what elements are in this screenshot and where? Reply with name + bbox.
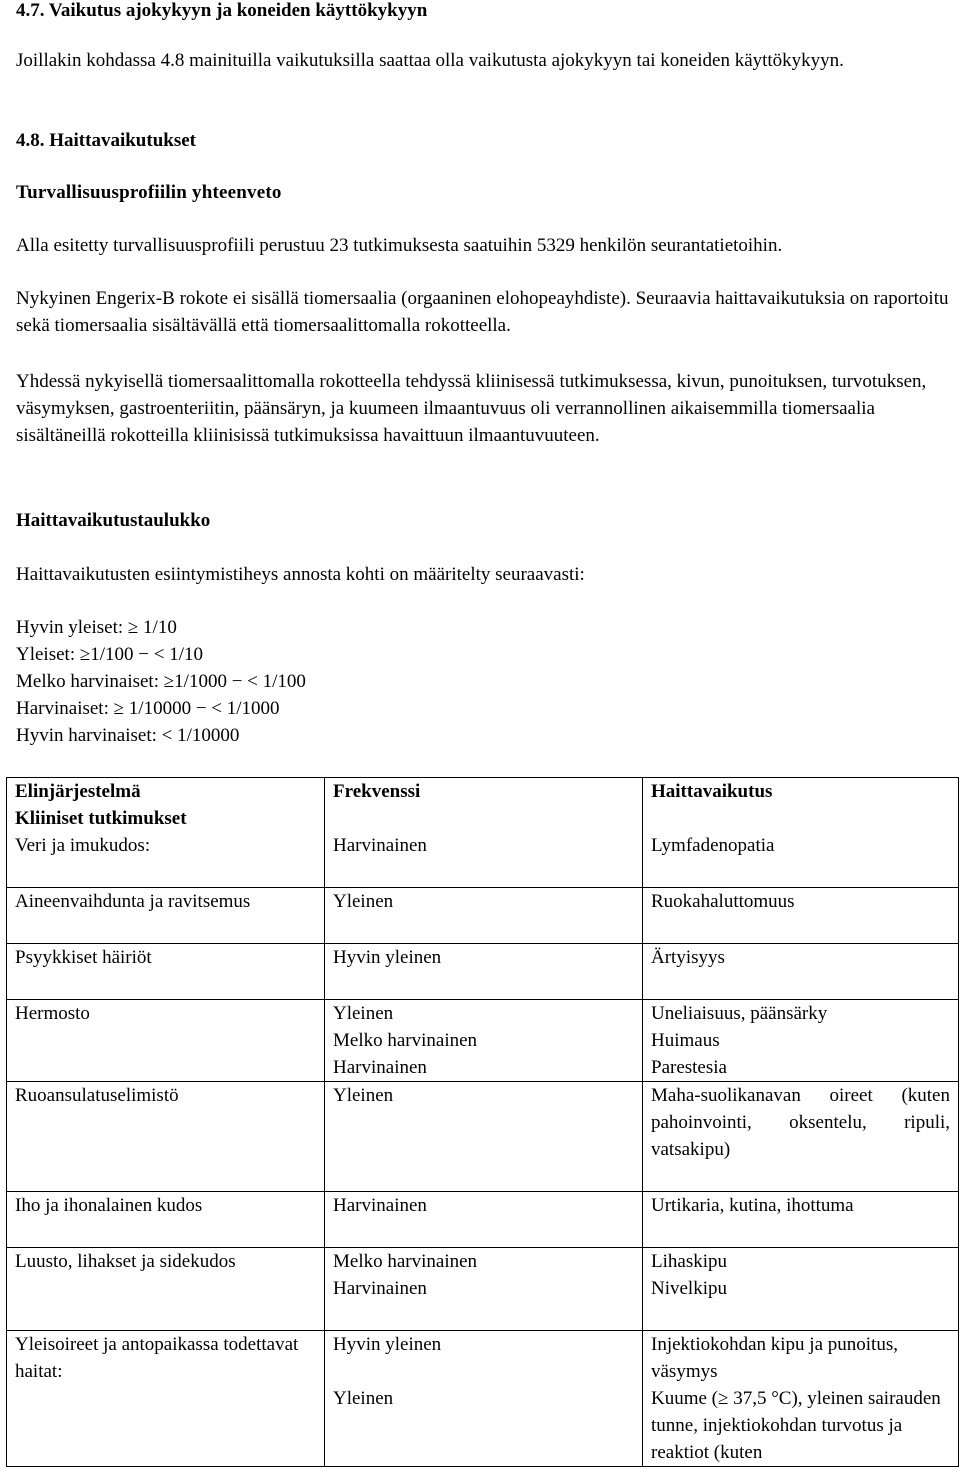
organ-cell: Hermosto (7, 999, 325, 1081)
table-row (7, 999, 959, 1081)
organ-cell: Yleisoireet ja antopaikassa todettavat haitat: (7, 1330, 325, 1466)
frequency-item: Harvinaiset: ≥ 1/10000 − < 1/1000 (16, 698, 280, 719)
table-row (7, 1247, 959, 1330)
paragraph-safety-summary: Alla esitetty turvallisuusprofiili perustuu 23 tutkimuksesta saatuihin 5329 henkilön seurantatietoihin. (16, 235, 783, 256)
table-row (7, 1330, 959, 1466)
header-organ: Elinjärjestelmä (7, 778, 325, 806)
frequency-item: Yleiset: ≥1/100 − < 1/10 (16, 644, 204, 665)
paragraph-driving: Joillakin kohdassa 4.8 mainituilla vaikutuksilla saattaa olla vaikutusta ajokykyyn tai koneiden käyttökykyyn. (16, 50, 844, 71)
frequency-cell: Harvinainen (325, 1191, 643, 1247)
table-header-row (7, 778, 959, 806)
frequency-cell: Yleinen (325, 1081, 643, 1191)
effect-cell: Lymfadenopatia (643, 832, 959, 887)
table-row (7, 1081, 959, 1191)
organ-cell: Aineenvaihdunta ja ravitsemus (7, 887, 325, 943)
table-row (7, 943, 959, 999)
effect-cell: Maha-suolikanavan oireet (kuten pahoinvointi, oksentelu, ripuli, vatsakipu) (643, 1081, 959, 1191)
header-frequency: Frekvenssi (325, 778, 643, 806)
paragraph-frequency-intro: Haittavaikutusten esiintymistiheys annosta kohti on määritelty seuraavasti: (16, 564, 585, 585)
frequency-list (16, 614, 306, 749)
frequency-item: Hyvin yleiset: ≥ 1/10 (16, 617, 177, 638)
effect-cell: Uneliaisuus, päänsärky Huimaus Parestesia (643, 999, 959, 1081)
table-row (7, 887, 959, 943)
adverse-effects-table (6, 777, 959, 1467)
header-effect: Haittavaikutus (643, 778, 959, 806)
effect-cell: Urtikaria, kutina, ihottuma (643, 1191, 959, 1247)
frequency-cell: Yleinen Melko harvinainen Harvinainen (325, 999, 643, 1081)
organ-cell: Luusto, lihakset ja sidekudos (7, 1247, 325, 1330)
section-heading-adverse-effects: 4.8. Haittavaikutukset (16, 130, 196, 151)
table-row (7, 832, 959, 887)
section-heading-driving: 4.7. Vaikutus ajokykyyn ja koneiden käyttökykyyn (16, 0, 428, 21)
organ-cell: Veri ja imukudos: (7, 832, 325, 887)
frequency-cell: Hyvin yleinen Yleinen (325, 1330, 643, 1466)
frequency-cell: Harvinainen (325, 832, 643, 887)
effect-cell: Ruokahaluttomuus (643, 887, 959, 943)
subheading-safety-summary: Turvallisuusprofiilin yhteenveto (16, 182, 282, 203)
table-row (7, 1191, 959, 1247)
frequency-item: Hyvin harvinaiset: < 1/10000 (16, 725, 240, 746)
organ-cell: Psyykkiset häiriöt (7, 943, 325, 999)
frequency-item: Melko harvinaiset: ≥1/1000 − < 1/100 (16, 671, 306, 692)
effect-cell: Ärtyisyys (643, 943, 959, 999)
frequency-cell: Melko harvinainen Harvinainen (325, 1247, 643, 1330)
effect-cell: Lihaskipu Nivelkipu (643, 1247, 959, 1330)
organ-cell: Iho ja ihonalainen kudos (7, 1191, 325, 1247)
group-label: Kliiniset tutkimukset (7, 805, 325, 832)
subheading-adverse-table: Haittavaikutustaulukko (16, 510, 211, 531)
paragraph-study: Yhdessä nykyisellä tiomersaalittomalla rokotteella tehdyssä kliinisessä tutkimuksessa, kivun, punoituksen, turvotuksen, väsymyksen, gastroenteriitin, päänsäryn, ja kuumeen ilmaantuvuus oli verrannollinen aikaisemmilla tiomersaalia sisältäneillä rokotteilla kliinisissä tutkimuksissa havaittuun ilmaantuvuuteen. (16, 371, 927, 446)
organ-cell: Ruoansulatuselimistö (7, 1081, 325, 1191)
table-group-row (7, 805, 959, 832)
effect-cell: Injektiokohdan kipu ja punoitus, väsymys Kuume (≥ 37,5 °C), yleinen sairauden tunne, injektiokohdan turvotus ja reaktiot (kuten (643, 1330, 959, 1466)
frequency-cell: Yleinen (325, 887, 643, 943)
frequency-cell: Hyvin yleinen (325, 943, 643, 999)
paragraph-engerix: Nykyinen Engerix-B rokote ei sisällä tiomersaalia (orgaaninen elohopeayhdiste). Seuraavia haittavaikutuksia on raportoitu sekä tiomersaalia sisältävällä että tiomersaalittomalla rokotteella. (16, 288, 949, 336)
